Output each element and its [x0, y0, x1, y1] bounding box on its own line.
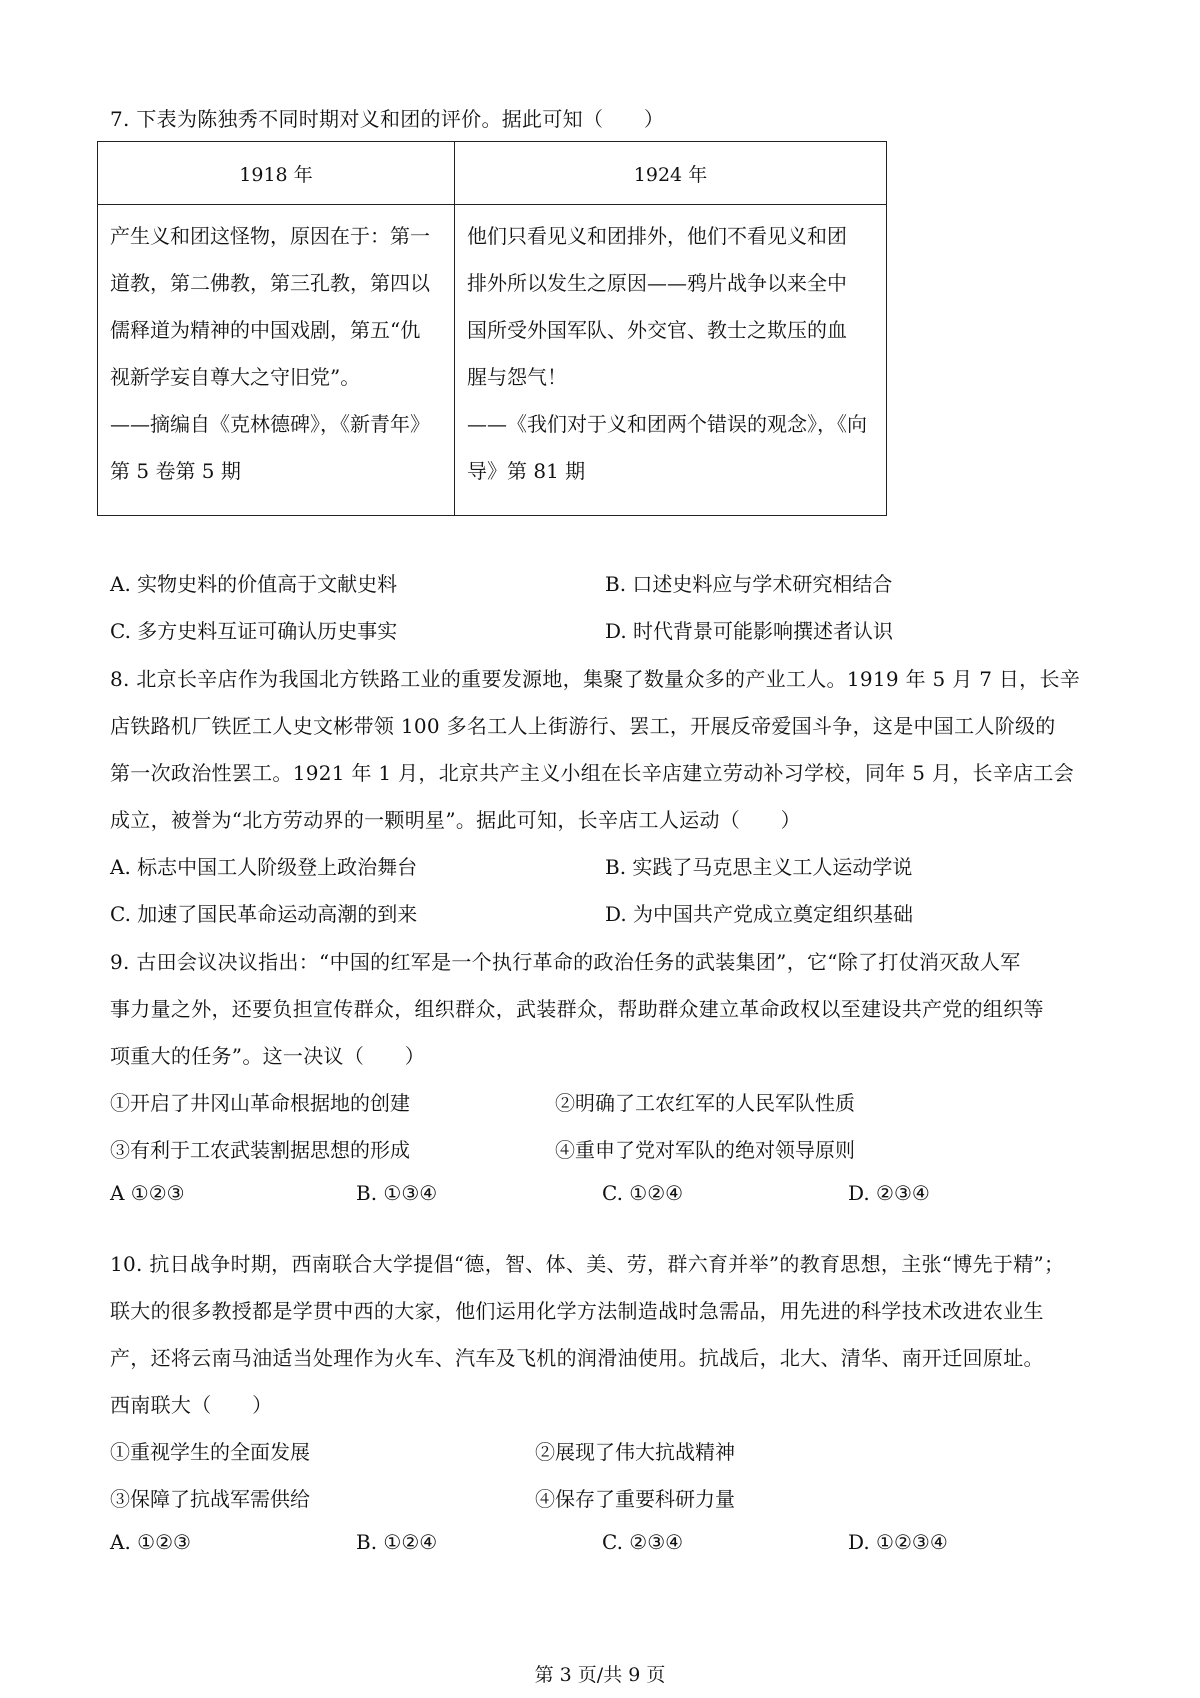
q7-option-b[interactable]: B. 口述史料应与学术研究相结合: [605, 572, 893, 596]
q8-stem-line: 8. 北京长辛店作为我国北方铁路工业的重要发源地，集聚了数量众多的产业工人。1919 年 5 月 7 日，长辛: [110, 667, 1081, 691]
q7-option-c[interactable]: C. 多方史料互证可确认历史事实: [110, 619, 398, 643]
q7-right-line: ——《我们对于义和团两个错误的观念》，《向: [467, 412, 867, 436]
q10-stem-line: 联大的很多教授都是学贯中西的大家，他们运用化学方法制造战时急需品，用先进的科学技术改进农业生: [110, 1299, 1044, 1323]
q10-option-d[interactable]: D. ①②③④: [848, 1530, 948, 1554]
q7-right-line: 腥与怨气！: [467, 365, 567, 389]
page-footer: 第 3 页/共 9 页: [534, 1664, 666, 1686]
q7-left-line: 视新学妄自尊大之守旧党”。: [110, 365, 361, 389]
q10-item-2: ②展现了伟大抗战精神: [535, 1440, 735, 1464]
q7-table-cell-1918: [98, 205, 455, 516]
q8-option-c[interactable]: C. 加速了国民革命运动高潮的到来: [110, 902, 418, 926]
q9-stem-line: 事力量之外，还要负担宣传群众，组织群众，武装群众，帮助群众建立革命政权以至建设共产党的组织等: [110, 997, 1044, 1021]
q7-option-d[interactable]: D. 时代背景可能影响撰述者认识: [605, 619, 894, 643]
q7-stem: 7. 下表为陈独秀不同时期对义和团的评价。据此可知（ ）: [110, 107, 665, 131]
q10-stem-line: 西南联大（ ）: [110, 1393, 273, 1417]
q7-left-line: 产生义和团这怪物，原因在于：第一: [110, 224, 430, 248]
q10-option-a[interactable]: A. ①②③: [110, 1530, 191, 1554]
q8-option-b[interactable]: B. 实践了马克思主义工人运动学说: [605, 855, 913, 879]
q9-stem-line: 9. 古田会议决议指出：“中国的红军是一个执行革命的政治任务的武装集团”，它“除了打仗消灭敌人军: [110, 950, 1021, 974]
q9-item-4: ④重申了党对军队的绝对领导原则: [555, 1138, 855, 1162]
q10-option-c[interactable]: C. ②③④: [602, 1530, 684, 1554]
q7-option-a[interactable]: A. 实物史料的价值高于文献史料: [110, 572, 398, 596]
q7-left-line: 道教，第二佛教，第三孔教，第四以: [110, 271, 430, 295]
q10-item-3: ③保障了抗战军需供给: [110, 1487, 310, 1511]
q7-source-table: [97, 141, 887, 516]
q7-right-line: 他们只看见义和团排外，他们不看见义和团: [467, 224, 847, 248]
q8-stem-line: 成立，被誉为“北方劳动界的一颗明星”。据此可知，长辛店工人运动（ ）: [110, 808, 801, 832]
q7-table-cell-1924: [455, 205, 887, 516]
q10-stem-line: 产，还将云南马油适当处理作为火车、汽车及飞机的润滑油使用。抗战后，北大、清华、南开迁回原址。: [110, 1346, 1044, 1370]
q10-item-4: ④保存了重要科研力量: [535, 1487, 735, 1511]
q7-right-line: 导》第 81 期: [467, 459, 586, 483]
q9-option-c[interactable]: C. ①②④: [602, 1181, 684, 1205]
q10-option-b[interactable]: B. ①②④: [356, 1530, 438, 1554]
q7-table-header-1924: 1924 年: [455, 142, 887, 205]
q10-stem-line: 10. 抗日战争时期，西南联合大学提倡“德，智、体、美、劳，群六育并举”的教育思想，主张“博先于精”；: [110, 1252, 1065, 1276]
q9-item-2: ②明确了工农红军的人民军队性质: [555, 1091, 855, 1115]
q9-option-b[interactable]: B. ①③④: [356, 1181, 438, 1205]
q9-item-1: ①开启了井冈山革命根据地的创建: [110, 1091, 410, 1115]
q7-right-line: 排外所以发生之原因——鸦片战争以来全中: [467, 271, 847, 295]
q10-item-1: ①重视学生的全面发展: [110, 1440, 310, 1464]
q9-option-d[interactable]: D. ②③④: [848, 1181, 930, 1205]
q9-option-a[interactable]: A ①②③: [110, 1181, 185, 1205]
q8-option-d[interactable]: D. 为中国共产党成立奠定组织基础: [605, 902, 914, 926]
q7-left-line: 第 5 卷第 5 期: [110, 459, 241, 483]
q7-right-line: 国所受外国军队、外交官、教士之欺压的血: [467, 318, 847, 342]
q8-stem-line: 第一次政治性罢工。1921 年 1 月，北京共产主义小组在长辛店建立劳动补习学校，同年 5 月，长辛店工会: [110, 761, 1075, 785]
q7-left-line: ——摘编自《克林德碑》，《新青年》: [110, 412, 430, 436]
q8-stem-line: 店铁路机厂铁匠工人史文彬带领 100 多名工人上街游行、罢工，开展反帝爱国斗争，这是中国工人阶级的: [110, 714, 1056, 738]
q7-left-line: 儒释道为精神的中国戏剧，第五“仇: [110, 318, 421, 342]
q8-option-a[interactable]: A. 标志中国工人阶级登上政治舞台: [110, 855, 418, 879]
q9-item-3: ③有利于工农武装割据思想的形成: [110, 1138, 410, 1162]
q9-stem-line: 项重大的任务”。这一决议（ ）: [110, 1044, 426, 1068]
q7-table-header-1918: 1918 年: [98, 142, 455, 205]
